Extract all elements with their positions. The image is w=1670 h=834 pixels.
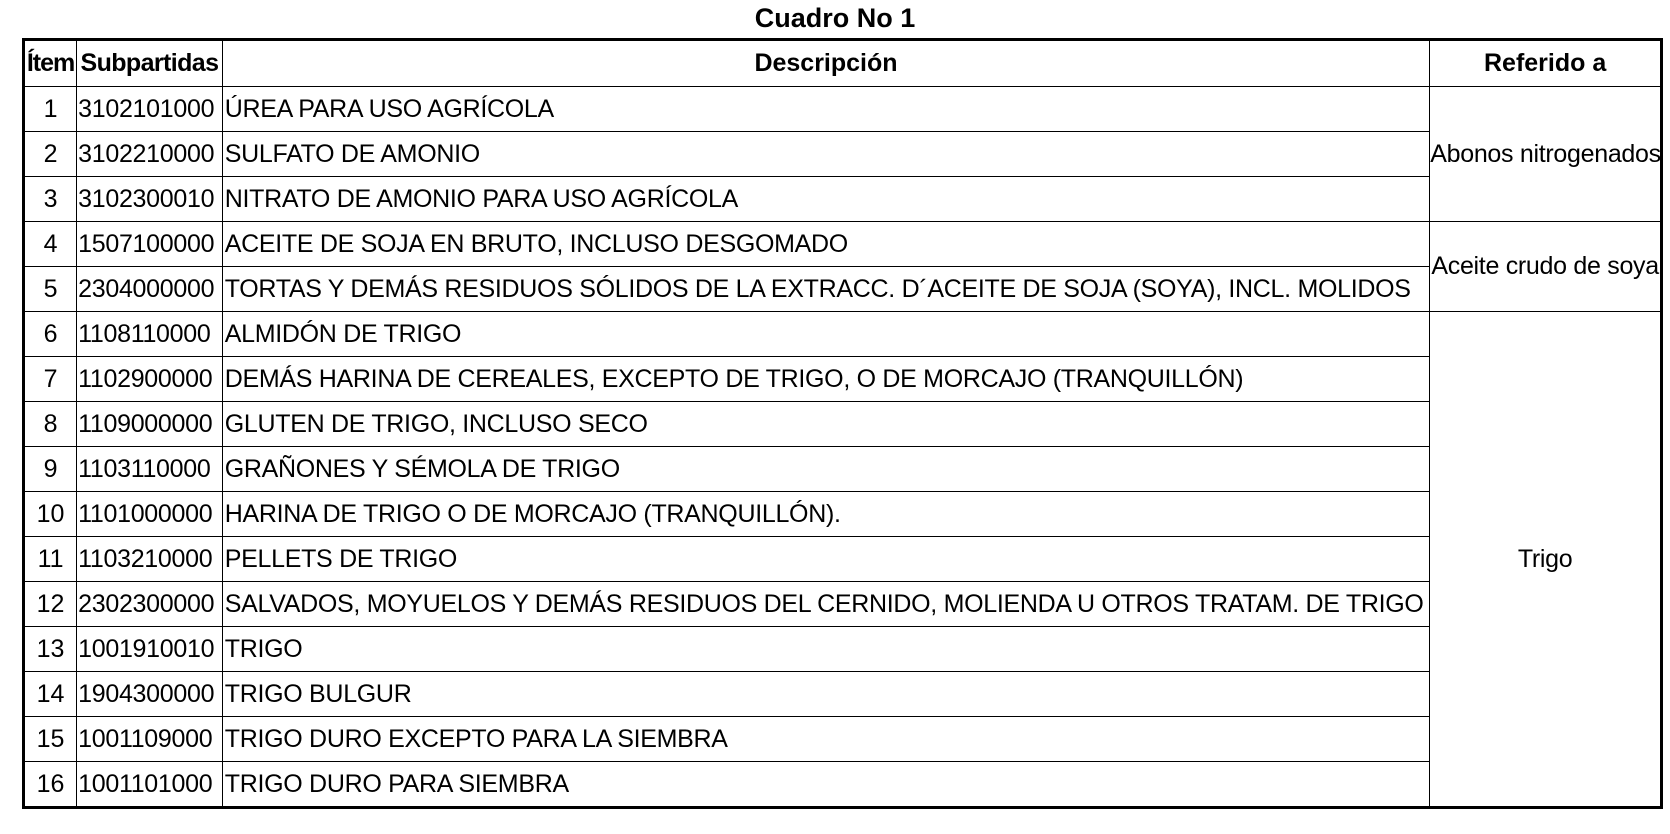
table-row [24, 582, 1662, 627]
cell-subpartida: 1001109000 [77, 717, 223, 762]
cell-descripcion: TRIGO DURO PARA SIEMBRA [222, 762, 1430, 808]
cell-descripcion: SULFATO DE AMONIO [222, 132, 1430, 177]
header-item: Ítem [24, 40, 77, 87]
table-title: Cuadro No 1 [754, 3, 916, 33]
table-row [24, 537, 1662, 582]
table-row [24, 312, 1662, 357]
cell-descripcion: TRIGO BULGUR [222, 672, 1430, 717]
table-row [24, 627, 1662, 672]
cell-subpartida: 1001910010 [77, 627, 223, 672]
cell-item: 7 [24, 357, 77, 402]
cell-item: 8 [24, 402, 77, 447]
cell-item: 12 [24, 582, 77, 627]
table-row [24, 357, 1662, 402]
table-row [24, 717, 1662, 762]
cell-subpartida: 1001101000 [77, 762, 223, 808]
table-row [24, 762, 1662, 808]
cell-descripcion: GLUTEN DE TRIGO, INCLUSO SECO [222, 402, 1430, 447]
header-descripcion: Descripción [222, 40, 1430, 87]
cell-item: 2 [24, 132, 77, 177]
cell-descripcion: ALMIDÓN DE TRIGO [222, 312, 1430, 357]
cell-subpartida: 1102900000 [77, 357, 223, 402]
cell-subpartida: 2302300000 [77, 582, 223, 627]
cell-subpartida: 2304000000 [77, 267, 223, 312]
table-row [24, 177, 1662, 222]
cell-item: 10 [24, 492, 77, 537]
cell-descripcion: ACEITE DE SOJA EN BRUTO, INCLUSO DESGOMADO [222, 222, 1430, 267]
table-row [24, 672, 1662, 717]
cell-item: 14 [24, 672, 77, 717]
cell-subpartida: 1108110000 [77, 312, 223, 357]
cell-item: 11 [24, 537, 77, 582]
cell-item: 3 [24, 177, 77, 222]
cell-descripcion: TORTAS Y DEMÁS RESIDUOS SÓLIDOS DE LA EXTRACC. D´ACEITE DE SOJA (SOYA), INCL. MOLIDOS [222, 267, 1430, 312]
cell-descripcion: PELLETS DE TRIGO [222, 537, 1430, 582]
header-subpartidas: Subpartidas [77, 40, 223, 87]
table-row [24, 402, 1662, 447]
cell-item: 9 [24, 447, 77, 492]
cell-subpartida: 1904300000 [77, 672, 223, 717]
cell-item: 6 [24, 312, 77, 357]
cell-descripcion: DEMÁS HARINA DE CEREALES, EXCEPTO DE TRIGO, O DE MORCAJO (TRANQUILLÓN) [222, 357, 1430, 402]
cell-referido-a: Trigo [1430, 312, 1662, 808]
cell-subpartida: 3102300010 [77, 177, 223, 222]
cell-descripcion: NITRATO DE AMONIO PARA USO AGRÍCOLA [222, 177, 1430, 222]
cell-subpartida: 3102101000 [77, 87, 223, 132]
header-row [24, 40, 1662, 87]
cell-subpartida: 3102210000 [77, 132, 223, 177]
subpartidas-table [22, 38, 1663, 809]
cell-descripcion: ÚREA PARA USO AGRÍCOLA [222, 87, 1430, 132]
cell-referido-a: Abonos nitrogenados [1430, 87, 1662, 222]
cell-descripcion: HARINA DE TRIGO O DE MORCAJO (TRANQUILLÓN). [222, 492, 1430, 537]
table-body [24, 87, 1662, 808]
cell-item: 1 [24, 87, 77, 132]
table-row [24, 267, 1662, 312]
cell-descripcion: SALVADOS, MOYUELOS Y DEMÁS RESIDUOS DEL CERNIDO, MOLIENDA U OTROS TRATAM. DE TRIGO [222, 582, 1430, 627]
cell-referido-a: Aceite crudo de soya [1430, 222, 1662, 312]
table-row [24, 222, 1662, 267]
cell-subpartida: 1109000000 [77, 402, 223, 447]
cell-subpartida: 1507100000 [77, 222, 223, 267]
cell-item: 5 [24, 267, 77, 312]
table-row [24, 447, 1662, 492]
cell-descripcion: TRIGO [222, 627, 1430, 672]
cell-subpartida: 1103110000 [77, 447, 223, 492]
cell-subpartida: 1103210000 [77, 537, 223, 582]
table-row [24, 87, 1662, 132]
cell-item: 15 [24, 717, 77, 762]
header-referido: Referido a [1430, 40, 1662, 87]
cell-descripcion: GRAÑONES Y SÉMOLA DE TRIGO [222, 447, 1430, 492]
table-row [24, 132, 1662, 177]
cell-item: 13 [24, 627, 77, 672]
cell-subpartida: 1101000000 [77, 492, 223, 537]
cell-item: 4 [24, 222, 77, 267]
cell-item: 16 [24, 762, 77, 808]
cell-descripcion: TRIGO DURO EXCEPTO PARA LA SIEMBRA [222, 717, 1430, 762]
table-row [24, 492, 1662, 537]
